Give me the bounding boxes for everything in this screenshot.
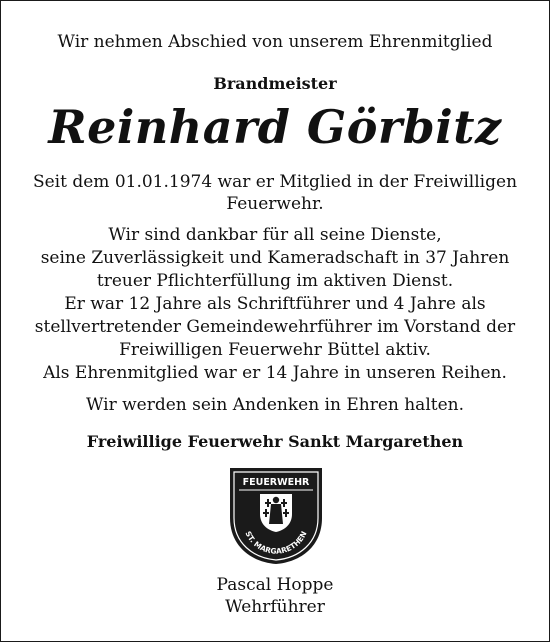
service-line: treuer Pflichterfüllung im aktiven Dienst. <box>96 271 454 291</box>
organization-name: Freiwillige Feuerwehr Sankt Margarethen <box>86 432 464 451</box>
deceased-name: Reinhard Görbitz <box>48 100 502 154</box>
emblem-arc-text: ST. MARGARETHEN <box>243 529 309 556</box>
signatory-name: Pascal Hoppe <box>216 575 334 595</box>
service-line: stellvertretender Gemeindewehrführer im Vorstand der <box>34 317 516 337</box>
emblem-top-text: FEUERWEHR <box>242 477 310 488</box>
rank-title: Brandmeister <box>213 74 337 93</box>
closing-text: Wir werden sein Andenken in Ehren halten. <box>85 395 465 415</box>
intro-text: Wir nehmen Abschied von unserem Ehrenmitglied <box>57 32 493 52</box>
membership-line: Seit dem 01.01.1974 war er Mitglied in der Freiwilligen <box>32 172 518 192</box>
service-line: Freiwilligen Feuerwehr Büttel aktiv. <box>119 340 431 360</box>
service-line: Als Ehrenmitglied war er 14 Jahre in unseren Reihen. <box>43 363 507 383</box>
membership-line: Feuerwehr. <box>226 194 324 214</box>
service-line: seine Zuverlässigkeit und Kameradschaft in 37 Jahren <box>40 248 510 268</box>
service-line: Wir sind dankbar für all seine Dienste, <box>108 225 442 245</box>
service-line: Er war 12 Jahre als Schriftführer und 4 Jahre als <box>64 294 486 314</box>
signatory-title: Wehrführer <box>225 597 325 617</box>
fire-brigade-badge-icon <box>227 466 325 566</box>
